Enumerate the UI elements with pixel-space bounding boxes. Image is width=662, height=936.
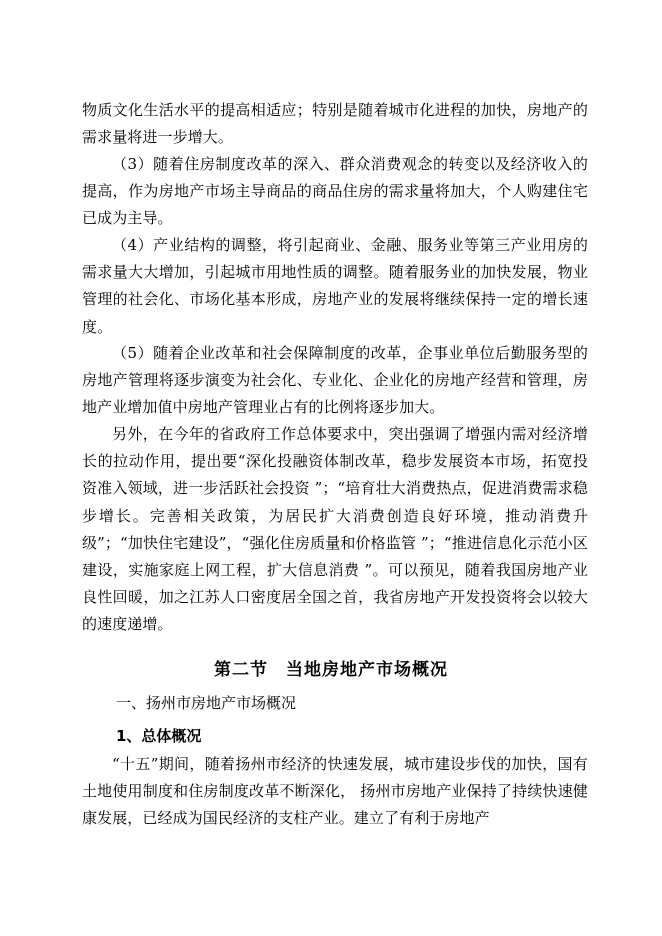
paragraph-continuation: 物质文化生活水平的提高相适应；特别是随着城市化进程的加快，房地产的需求量将进一步增大。 (82, 101, 588, 147)
paragraph-item-3: （3）随着住房制度改革的深入、群众消费观念的转变以及经济收入的提高，作为房地产市场主导商品的商品住房的需求量将加大，个人购建住宅已成为主导。 (82, 155, 588, 228)
paragraph-item-4: （4）产业结构的调整，将引起商业、金融、服务业等第三产业用房的需求量大大增加，引起城市用地性质的调整。随着服务业的加快发展，物业管理的社会化、市场化基本形成，房地产业的发展将继续保持一定的增长速度。 (82, 236, 588, 336)
subheading-overview: 1、总体概况 (116, 727, 202, 745)
paragraph-provincial-requirements: 另外，在今年的省政府工作总体要求中，突出强调了增强内需对经济增长的拉动作用，提出要“深化投融资体制改革，稳步发展资本市场，拓宽投资准入领域，进一步活跃社会投资 ”；“培育壮大消费热点，促进消费需求稳步增长。完善相关政策，为居民扩大消费创造良好环境，推动消费升级”；“加快住宅建设”，“强化住房质量和价格监管 ”；“推进信息化示范小区建设，实施家庭上网工程，扩大信息消费 ”。可以预见，随着我国房地产业良性回暖，加之江苏人口密度居全国之首，我省房地产开发投资将会以较大的速度递增。 (82, 425, 588, 634)
paragraph-item-5: （5）随着企业改革和社会保障制度的改革，企事业单位后勤服务型的房地产管理将逐步演变为社会化、专业化、企业化的房地产经营和管理，房地产业增加值中房地产管理业占有的比例将逐步加大。 (82, 344, 588, 417)
subheading-yangzhou-market: 一、扬州市房地产市场概况 (116, 694, 297, 712)
paragraph-tenth-five-year: “十五”期间，随着扬州市经济的快速发展，城市建设步伐的加快，国有土地使用制度和住房制度改革不断深化， 扬州市房地产业保持了持续快速健康发展，已经成为国民经济的支柱产业。建立了有利于房地产 (82, 755, 588, 828)
section-title: 第二节 当地房地产市场概况 (214, 660, 448, 680)
